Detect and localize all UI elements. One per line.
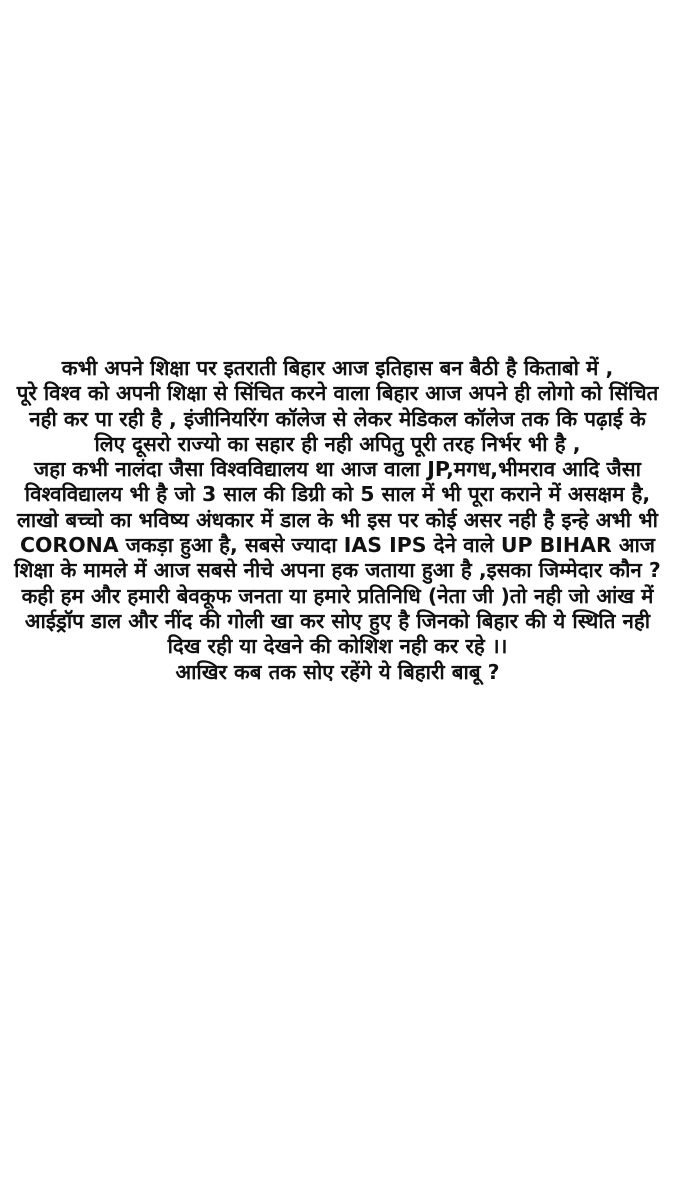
paragraph-4: आखिर कब तक सोए रहेंगे ये बिहारी बाबू ? <box>175 659 500 684</box>
hindi-text-block <box>14 356 661 685</box>
paragraph-1: कभी अपने शिक्षा पर इतराती बिहार आज इतिहास बन बैठी है किताबो में , <box>61 356 614 380</box>
paragraph-2: पूरे विश्व को अपनी शिक्षा से सिंचित करने वाला बिहार आज अपने ही लोगो को सिंचित नही कर पा रही है , इंजीनियरिंग कॉलेज से लेकर मेडिकल कॉलेज तक कि पढ़ाई के लिए दूसरो राज्यो का सहार ही नही अपितु पूरी तरह निर्भर भी है , <box>16 381 659 456</box>
paragraph-3: जहा कभी नालंदा जैसा विश्वविद्यालय था आज वाला JP,मगध,भीमराव आदि जैसा विश्वविद्यालय भी है जो 3 साल की डिग्री को 5 साल में भी पूरा कराने में असक्षम है, लाखो बच्चो का भविष्य अंधकार में डाल के भी इस पर कोई असर नही है इन्हे अभी भी CORONA जकड़ा हुआ है, सबसे ज्यादा IAS IPS देने वाले UP BIHAR आज शिक्षा के मामले में आज सबसे नीचे अपना हक जताया हुआ है ,इसका जिम्मेदार कौन ? कही हम और हमारी बेवकूफ जनता या हमारे प्रतिनिधि (नेता जी )तो नही जो आंख में आईड्रॉप डाल और नींद की गोली खा कर सोए हुए है जिनको बिहार की ये स्थिति नही दिख रही या देखने की कोशिश नही कर रहे ।। <box>14 457 661 659</box>
